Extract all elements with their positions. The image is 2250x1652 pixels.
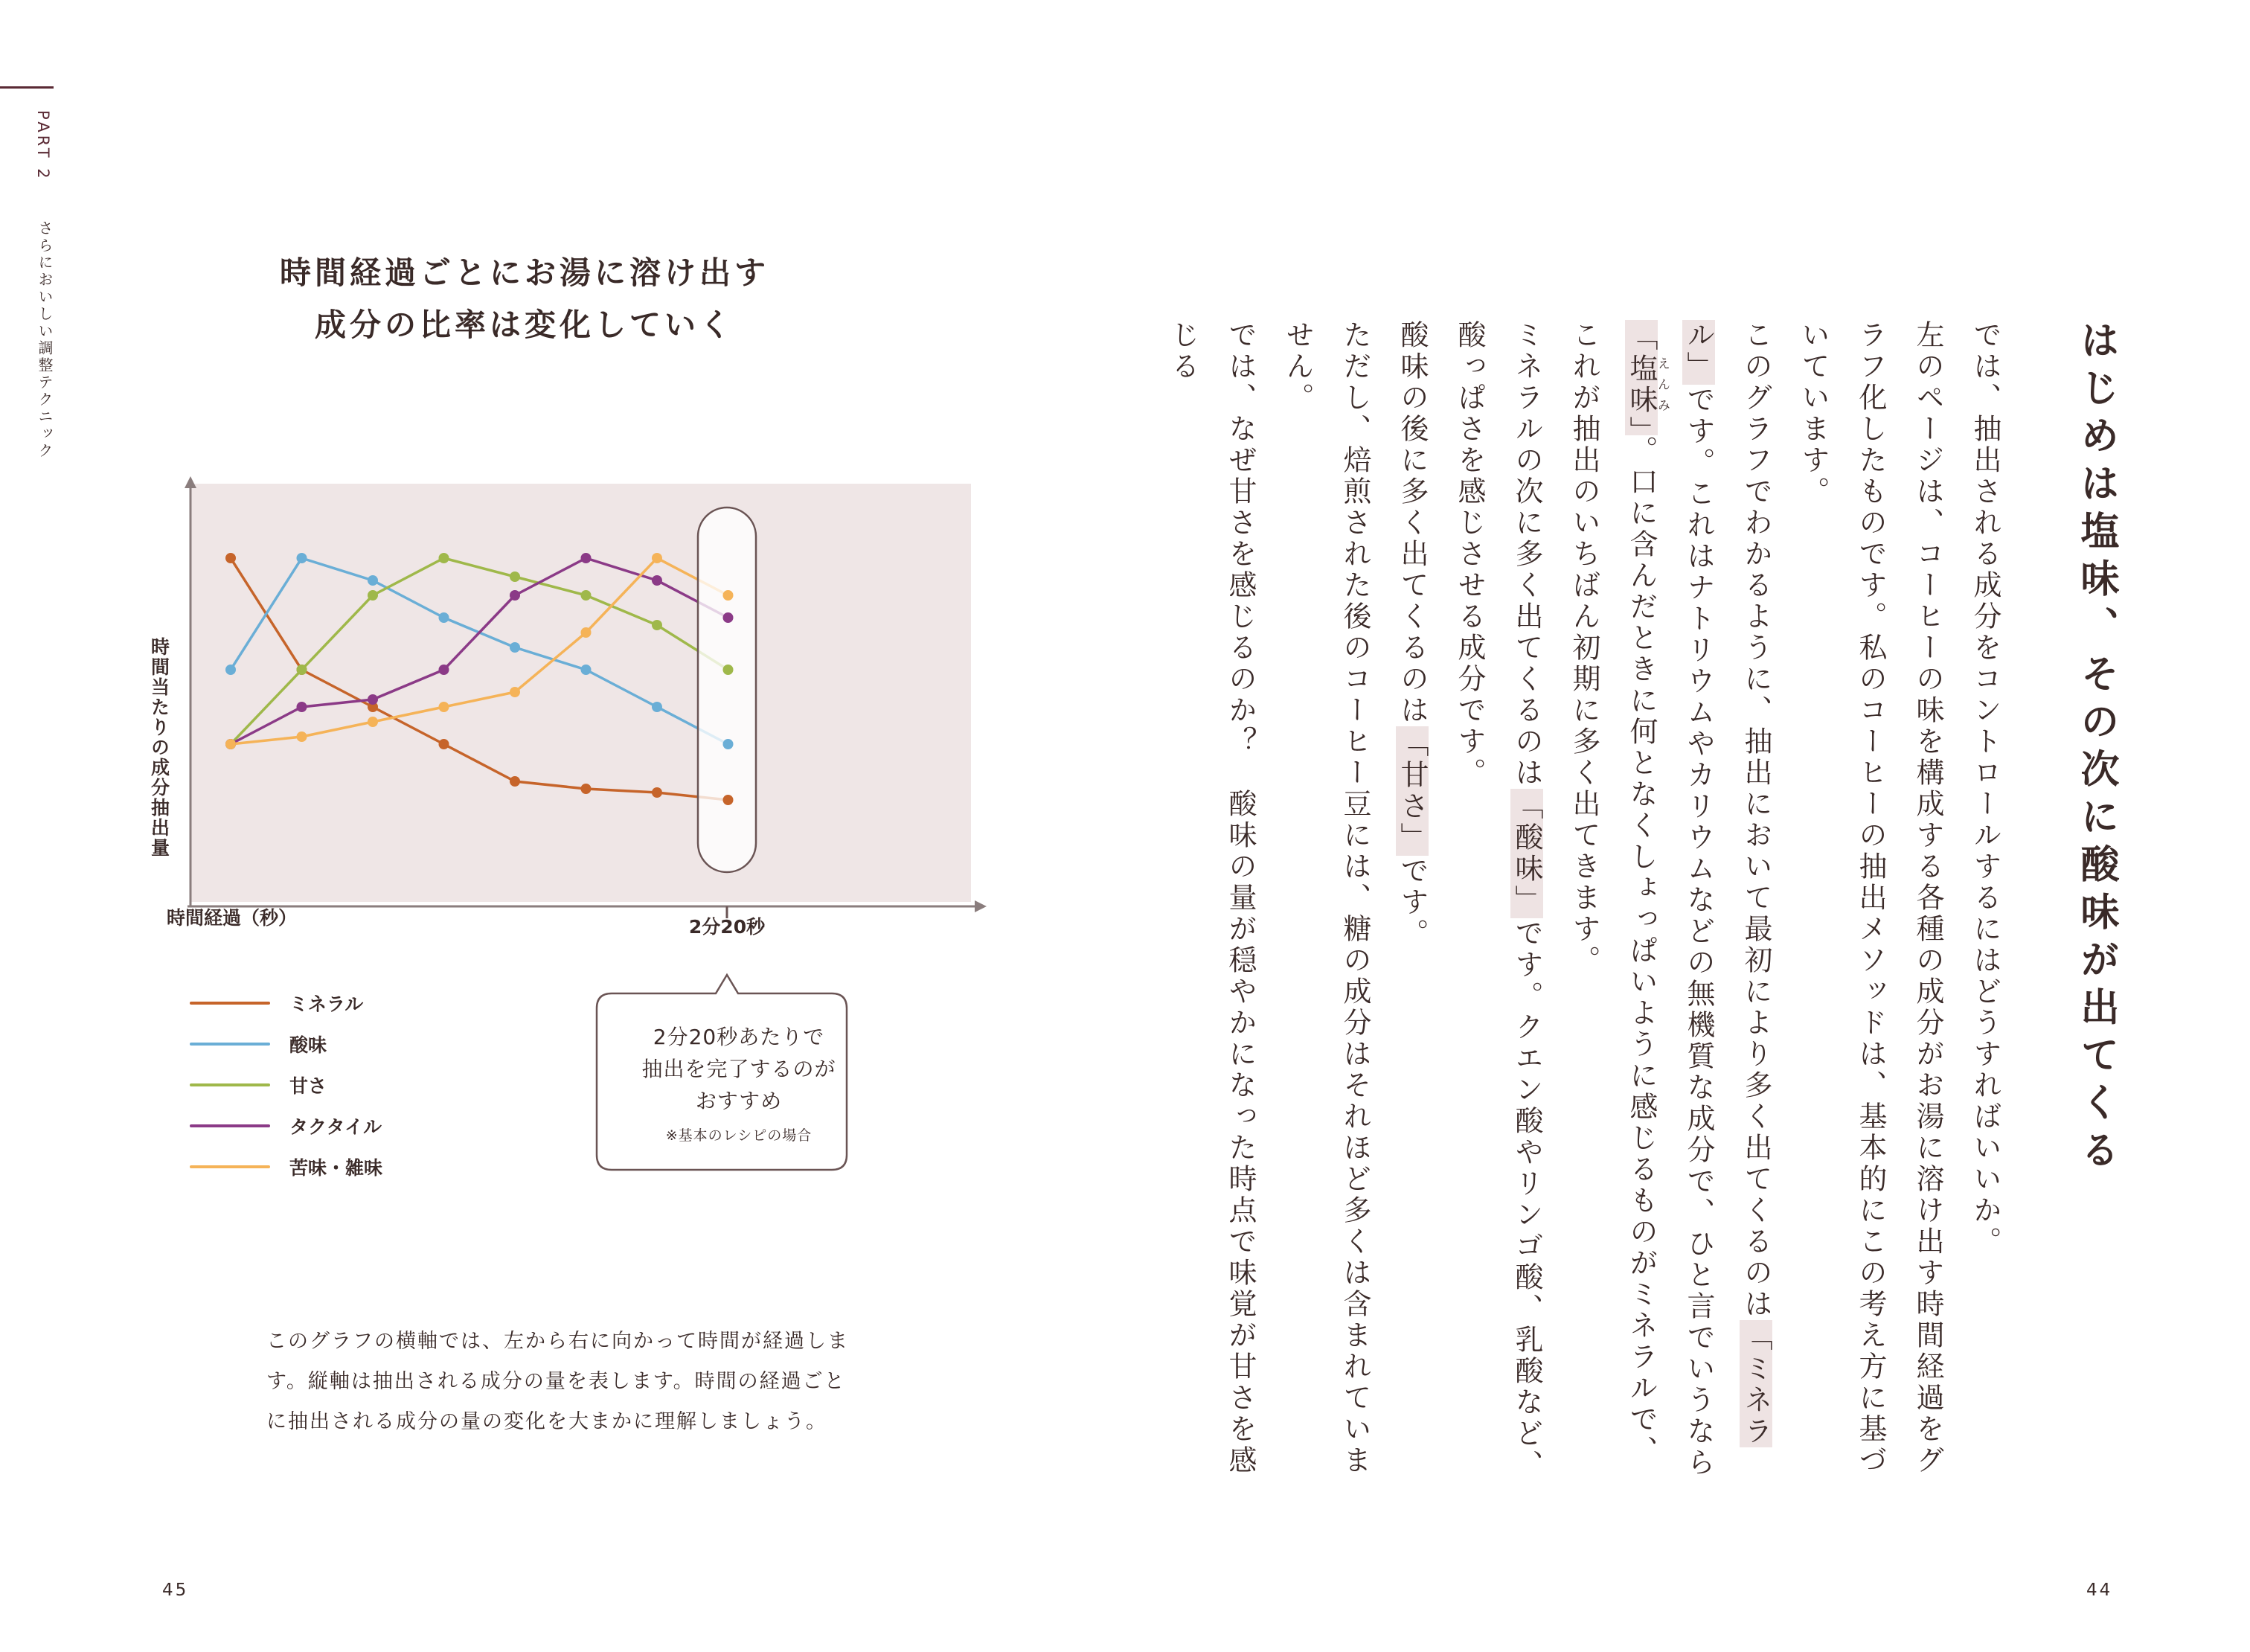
data-point-tactile — [297, 702, 307, 712]
legend-swatch-mineral — [190, 1002, 270, 1005]
data-point-sweetness — [368, 590, 378, 601]
data-point-bitter — [581, 627, 592, 638]
data-point-mineral — [581, 784, 592, 794]
legend-swatch-tactile — [190, 1124, 270, 1127]
highlight-mineral: 「ミネラル」 — [1682, 320, 1772, 1447]
data-point-tactile — [368, 694, 378, 705]
callout-line-3: おすすめ — [695, 1089, 783, 1113]
legend-label: ミネラル — [289, 993, 364, 1015]
paragraph-5-text-b: です。 — [1396, 856, 1429, 950]
chart-title-line-1: 時間経過ごとにお湯に溶け出す — [279, 254, 769, 291]
legend-swatch-acidity — [190, 1043, 270, 1046]
bracket-close: 」 — [1625, 416, 1658, 433]
data-point-tactile — [652, 575, 662, 586]
paragraph-7: では、なぜ甘さを感じるのか？ 酸味の量が穏やかになった時点で味覚が甘さを感じる — [1167, 320, 1257, 1476]
legend-item-acidity — [190, 1023, 382, 1064]
data-point-acidity — [439, 612, 449, 623]
callout-note: ※基本のレシピの場合 — [665, 1127, 812, 1144]
data-point-sweetness — [652, 620, 662, 630]
data-point-sweetness — [581, 590, 592, 601]
ruby-base: 塩味 — [1625, 353, 1658, 416]
highlight-sweetness: 「甘さ」 — [1396, 726, 1429, 856]
data-point-acidity — [581, 665, 592, 675]
legend-item-sweetness — [190, 1064, 382, 1105]
data-point-tactile — [510, 590, 520, 601]
paragraph-3-text-c: 。口に含んだときに何となくしょっぱいように感じるものがミネラルで、これが抽出のいちばん初期に多く出てきます。 — [1568, 320, 1658, 1467]
legend-item-bitter — [190, 1146, 382, 1187]
chart-caption — [266, 1322, 921, 1442]
legend-swatch-sweetness — [190, 1083, 270, 1086]
legend-label: タクタイル — [289, 1115, 382, 1138]
paragraph-3-text-a: このグラフでわかるように、抽出において最初により多く出てくるのは — [1740, 320, 1772, 1320]
part-label: PART 2 — [34, 110, 52, 182]
data-point-tactile — [581, 553, 592, 563]
paragraph-6: ただし、焙煎された後のコーヒー豆には、糖の成分はそれほど多くは含まれていません。 — [1281, 320, 1371, 1476]
data-point-bitter — [723, 590, 734, 601]
data-point-mineral — [510, 776, 520, 787]
plot-background — [190, 484, 971, 902]
legend-item-tactile — [190, 1105, 382, 1146]
data-point-tactile — [439, 665, 449, 675]
highlight-acidity: 「酸味」 — [1510, 789, 1543, 918]
highlight-saltiness — [1625, 320, 1670, 435]
data-point-bitter — [225, 739, 236, 749]
section-label: さらにおいしい調整テクニック — [36, 220, 54, 460]
data-point-sweetness — [723, 665, 734, 675]
legend-label: 甘さ — [289, 1075, 327, 1097]
callout-text — [601, 1021, 876, 1144]
y-axis-label: 時間当たりの成分抽出量 — [148, 637, 170, 858]
page-number-left: 45 — [162, 1581, 189, 1600]
y-axis-arrow — [185, 476, 196, 488]
data-point-bitter — [510, 687, 520, 697]
x-axis-arrow — [975, 900, 987, 912]
data-point-bitter — [368, 717, 378, 727]
paragraph-4-text-a: ミネラルの次に多く出てくるのは — [1510, 320, 1543, 789]
data-point-mineral — [723, 795, 734, 805]
data-point-acidity — [225, 665, 236, 675]
data-point-acidity — [297, 553, 307, 563]
data-point-bitter — [652, 553, 662, 563]
data-point-acidity — [368, 575, 378, 586]
data-point-mineral — [225, 553, 236, 563]
data-point-acidity — [723, 739, 734, 749]
paragraph-3-text-b: です。これはナトリウムやカリウムなどの無機質な成分で、ひと言でいうなら — [1682, 385, 1715, 1479]
caption-line-2: す。縦軸は抽出される成分の量を表します。時間の経過ごと — [266, 1370, 846, 1393]
part-rule — [0, 86, 54, 89]
chart-title — [253, 247, 796, 351]
data-point-sweetness — [297, 665, 307, 675]
data-point-bitter — [297, 731, 307, 742]
ruby-saltiness — [1625, 353, 1670, 416]
data-point-bitter — [439, 702, 449, 712]
highlight-capsule — [698, 508, 756, 872]
data-point-mineral — [439, 739, 449, 749]
paragraph-5 — [1383, 320, 1440, 1481]
highlight-label: 2分20秒 — [688, 916, 766, 938]
paragraph-1: では、抽出される成分をコントロールするにはどうすればいいか。 — [1969, 320, 2001, 1258]
data-point-acidity — [652, 702, 662, 712]
data-point-tactile — [723, 612, 734, 623]
chart-title-line-2: 成分の比率は変化していく — [314, 307, 734, 343]
legend-swatch-bitter — [190, 1165, 270, 1168]
legend-label: 酸味 — [289, 1034, 327, 1056]
legend-item-mineral — [190, 982, 382, 1023]
caption-line-3: に抽出される成分の量の変化を大まかに理解しましょう。 — [266, 1410, 827, 1433]
x-axis-label: 時間経過（秒） — [167, 907, 298, 929]
ruby-reading: えんみ — [1655, 353, 1670, 416]
paragraph-4-text-b: です。クエン酸やリンゴ酸、乳酸など、酸っぱさを感じさせる成分です。 — [1453, 320, 1543, 1481]
data-point-mineral — [652, 787, 662, 798]
article-heading: はじめは塩味、その次に酸味が出てくる — [2074, 320, 2118, 1177]
paragraph-3 — [1555, 320, 1784, 1481]
caption-line-1: このグラフの横軸では、左から右に向かって時間が経過しま — [266, 1330, 849, 1353]
data-point-sweetness — [510, 572, 520, 582]
callout-line-2: 抽出を完了するのが — [641, 1057, 836, 1081]
paragraph-4 — [1440, 320, 1555, 1481]
paragraph-2: 左のページは、コーヒーの味を構成する各種の成分がお湯に溶け出す時間経過をグラフ化したものです。私のコーヒーの抽出メソッドは、基本的にこの考え方に基づいています。 — [1797, 320, 1944, 1476]
chart-legend — [190, 982, 382, 1187]
page-number-right: 44 — [2086, 1581, 2113, 1600]
data-point-sweetness — [439, 553, 449, 563]
legend-label: 苦味・雑味 — [289, 1156, 383, 1179]
paragraph-5-text-a: 酸味の後に多く出てくるのは — [1396, 320, 1429, 726]
data-point-acidity — [510, 642, 520, 653]
bracket-open: 「 — [1625, 322, 1658, 353]
callout-line-1: 2分20秒あたりで — [653, 1025, 825, 1049]
article-body — [1154, 320, 2013, 1481]
